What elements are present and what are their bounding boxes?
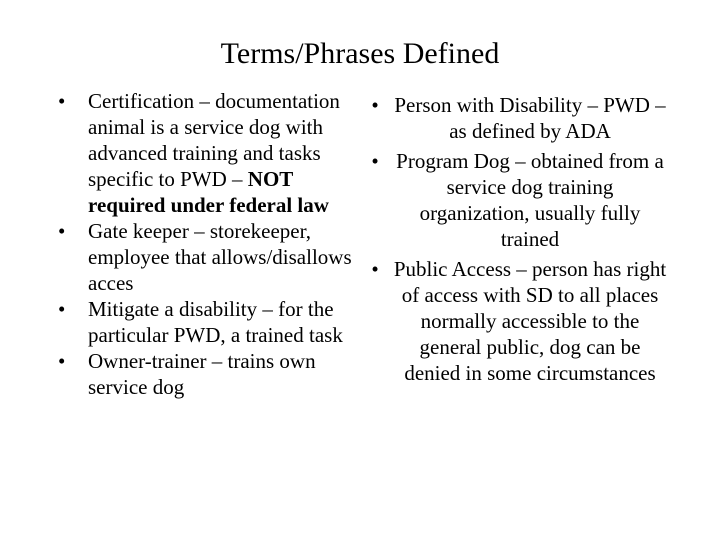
bullet-glyph: • xyxy=(371,93,379,117)
term-definition: Mitigate a disability – for the particular PWD, a trained task xyxy=(88,297,343,347)
list-item-certification xyxy=(58,88,358,218)
term-definition: Program Dog – obtained from a service dog training organization, usually fully trained xyxy=(396,149,664,251)
left-bullet-list xyxy=(58,88,358,400)
bullet-glyph: • xyxy=(58,219,66,243)
right-bullet-list xyxy=(360,92,670,386)
right-column xyxy=(360,92,670,390)
term-definition: Owner-trainer – trains own service dog xyxy=(88,349,316,399)
slide-title: Terms/Phrases Defined xyxy=(220,37,500,70)
term-definition: Certification – documentation animal is a service dog with advanced training and tasks specific to PWD – xyxy=(88,89,340,191)
term-definition: Gate keeper – storekeeper, employee that allows/disallows acces xyxy=(88,219,352,295)
bullet-glyph: • xyxy=(371,149,379,173)
term-definition: Public Access – person has right of access with SD to all places normally accessible to the general public, dog can be denied in some circumstances xyxy=(393,257,667,385)
bullet-glyph: • xyxy=(371,257,379,281)
left-column xyxy=(58,88,358,400)
bullet-glyph: • xyxy=(58,89,66,113)
bullet-glyph: • xyxy=(58,349,66,373)
list-item-pwd xyxy=(360,92,670,144)
list-item-mitigate xyxy=(58,296,358,348)
list-item-public-access xyxy=(360,256,670,386)
term-emphasis: NOT required under federal law xyxy=(88,167,329,217)
list-item-owner-trainer xyxy=(58,348,358,400)
list-item-program-dog xyxy=(360,148,670,252)
list-item-gate-keeper xyxy=(58,218,358,296)
bullet-glyph: • xyxy=(58,297,66,321)
term-definition: Person with Disability – PWD – as defined by ADA xyxy=(394,93,666,143)
